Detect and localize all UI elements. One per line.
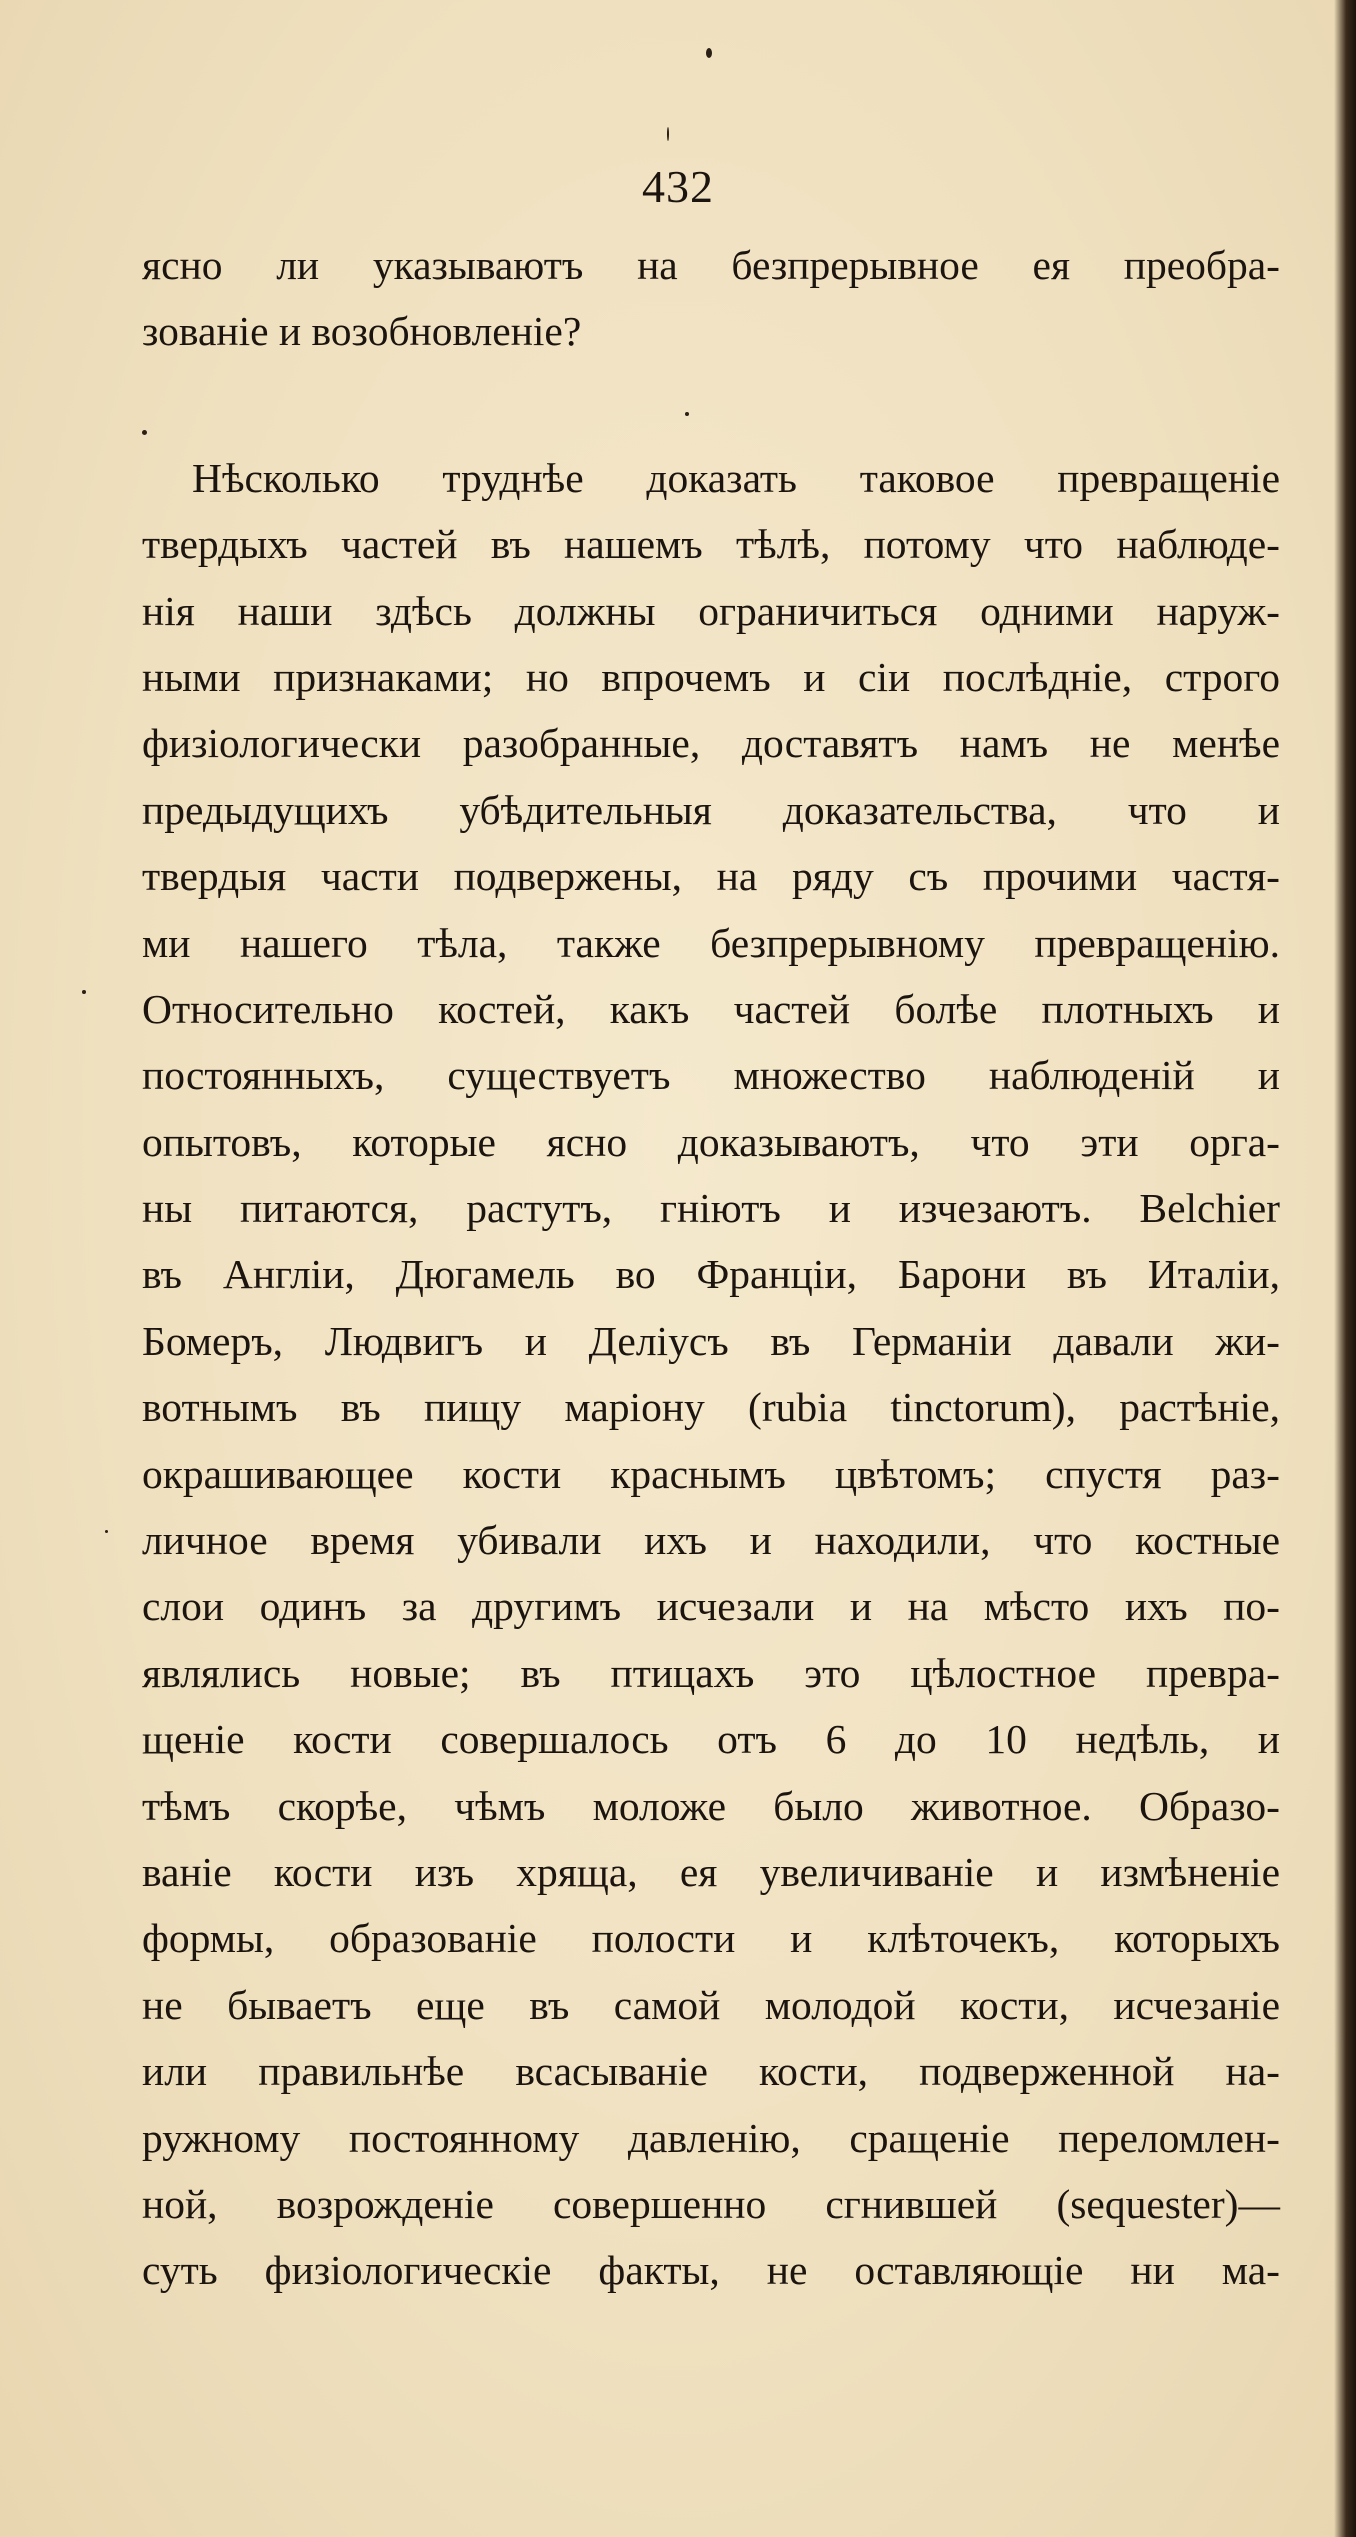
print-speck — [105, 1530, 108, 1533]
text-line: ными признаками; но впрочемъ и сіи послѣдніе, строго — [142, 653, 1280, 700]
text-line: опытовъ, которые ясно доказываютъ, что эти орга- — [142, 1118, 1280, 1165]
print-speck — [82, 990, 86, 994]
text-line: Относительно костей, какъ частей болѣе плотныхъ и — [142, 985, 1280, 1032]
body-text — [142, 232, 1280, 2304]
text-line: формы, образованіе полости и клѣточекъ, которыхъ — [142, 1915, 1280, 1962]
text-line: окрашивающее кости краснымъ цвѣтомъ; спустя раз- — [142, 1450, 1280, 1497]
text-line: не бываетъ еще въ самой молодой кости, исчезаніе — [142, 1981, 1280, 2028]
text-line: въ Англіи, Дюгамель во Франціи, Барони въ Италіи, — [142, 1251, 1280, 1298]
print-speck — [667, 127, 669, 141]
page-edge-shadow — [1334, 0, 1356, 2537]
text-line: ной, возрожденіе совершенно сгнившей (sequester)— — [142, 2180, 1280, 2227]
text-line: личное время убивали ихъ и находили, что костные — [142, 1517, 1280, 1564]
page-number: 432 — [642, 161, 714, 212]
text-line: предыдущихъ убѣдительныя доказательства, что и — [142, 786, 1280, 833]
print-speck — [685, 412, 689, 416]
print-speck — [706, 48, 712, 58]
text-line: ны питаются, растутъ, гніютъ и изчезаютъ. Belchier — [142, 1185, 1280, 1232]
text-line: физіологически разобранные, доставятъ намъ не менѣе — [142, 720, 1280, 767]
paragraph — [142, 445, 1280, 2304]
text-line: ясно ли указываютъ на безпрерывное ея преобра- — [142, 242, 1280, 288]
text-line: твердыхъ частей въ нашемъ тѣлѣ, потому что наблюде- — [142, 521, 1280, 568]
text-line: Бомеръ, Людвигъ и Деліусъ въ Германіи давали жи- — [142, 1317, 1280, 1364]
text-line: ружному постоянному давленію, сращеніе переломлен- — [142, 2114, 1280, 2161]
text-line: постоянныхъ, существуетъ множество наблюденій и — [142, 1052, 1280, 1099]
text-line: являлись новые; въ птицахъ это цѣлостное превра- — [142, 1649, 1280, 1696]
text-line: слои одинъ за другимъ исчезали и на мѣсто ихъ по- — [142, 1583, 1280, 1630]
paragraph — [142, 232, 1280, 365]
text-line: нія наши здѣсь должны ограничиться одними наруж- — [142, 587, 1280, 634]
text-line: суть физіологическіе факты, не оставляющіе ни ма- — [142, 2247, 1280, 2294]
text-line: ваніе кости изъ хряща, ея увеличиваніе и измѣненіе — [142, 1848, 1280, 1895]
text-line: зованіе и возобновленіе? — [142, 308, 582, 355]
print-speck — [142, 430, 147, 435]
text-line: ми нашего тѣла, также безпрерывному превращенію. — [142, 919, 1280, 966]
text-line: Нѣсколько труднѣе доказать таковое превращеніе — [192, 454, 1280, 501]
text-line: вотнымъ въ пищу маріону (rubia tinctorum), растѣніе, — [142, 1384, 1280, 1431]
text-line: твердыя части подвержены, на ряду съ прочими частя- — [142, 853, 1280, 900]
paragraph-gap — [142, 365, 1280, 445]
text-line: тѣмъ скорѣе, чѣмъ моложе было животное. Образо- — [142, 1782, 1280, 1829]
text-line: или правильнѣе всасываніе кости, подверженной на- — [142, 2048, 1280, 2095]
text-line: щеніе кости совершалось отъ 6 до 10 недѣль, и — [142, 1716, 1280, 1763]
